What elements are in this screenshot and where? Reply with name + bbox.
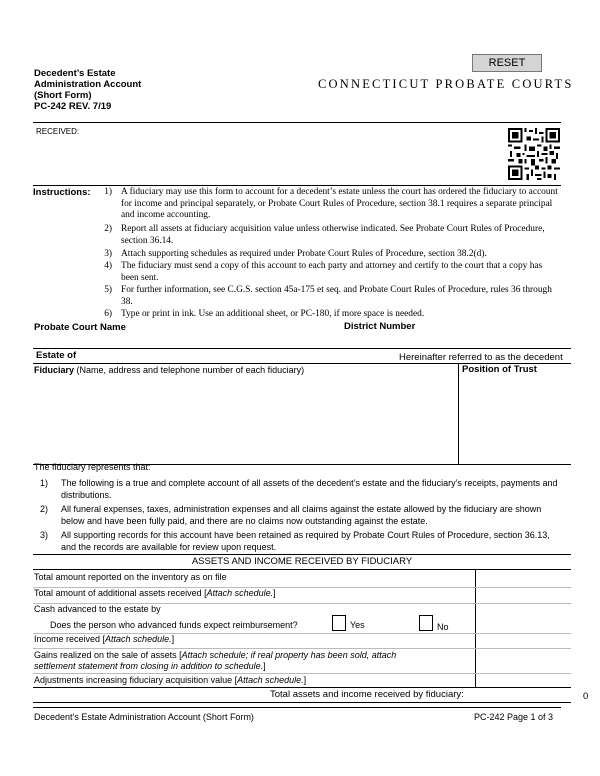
qr-code — [508, 128, 560, 180]
divider — [33, 122, 561, 123]
instruction-text: The fiduciary must send a copy of this account to each party and attorney and certify to the court that a copy has been sent. — [121, 261, 543, 283]
represents-text: All funeral expenses, taxes, administration expenses and all claims against the estate allowed by the fiduciary are shown below and have been fully paid, and there are no claims now outstanding against the estate. — [61, 504, 542, 526]
instruction-text: Type or print in ink. Use an additional sheet, or PC-180, if more space is needed. — [121, 309, 425, 319]
instruction-text: Attach supporting schedules as required under Probate Court Rules of Procedure, section 38.2(d). — [121, 249, 487, 259]
row-adjust-attach: Attach schedule. — [237, 675, 304, 685]
no-checkbox[interactable] — [419, 615, 433, 631]
represents-number: 3) — [40, 530, 49, 540]
fiduciary-input[interactable] — [34, 378, 454, 462]
yes-label: Yes — [350, 620, 365, 630]
row-cash-label: Cash advanced to the estate by — [34, 604, 161, 614]
form-title-line: (Short Form) — [34, 90, 92, 101]
instruction-number: 4) — [104, 261, 112, 271]
instruction-number: 1) — [104, 187, 112, 197]
row-income-text: Income received [ — [34, 634, 106, 644]
row-gains-label-2 — [34, 661, 266, 671]
total-value: 0 — [583, 691, 589, 702]
no-label: No — [437, 622, 449, 632]
gains-amount-input[interactable] — [478, 648, 570, 673]
probate-court-name-label: Probate Court Name — [34, 322, 126, 333]
row-additional-attach: Attach schedule. — [206, 588, 274, 598]
table-border — [33, 554, 571, 555]
fiduciary-label-bold: Fiduciary — [34, 365, 75, 375]
table-border — [33, 687, 571, 688]
instruction-number: 5) — [104, 285, 112, 295]
inventory-amount-input[interactable] — [478, 570, 570, 586]
represents-text: All supporting records for this account have been retained as required by Probate Court Rules of Procedure, section 36.13, and the records are available for review upon request. — [61, 530, 550, 552]
instruction-number: 3) — [104, 249, 112, 259]
row-gains-attach: Attach schedule; if real property has been sold, attach — [181, 650, 397, 660]
divider — [33, 185, 561, 186]
fiduciary-note: (Name, address and telephone number of each fiduciary) — [76, 365, 305, 375]
estate-of-input[interactable] — [90, 350, 390, 362]
represents-intro: The fiduciary represents that: — [34, 462, 151, 472]
footer-form-name: Decedent’s Estate Administration Account (Short Form) — [34, 712, 254, 722]
row-income-attach: Attach schedule. — [105, 634, 172, 644]
instructions-label: Instructions: — [33, 187, 91, 198]
position-of-trust-input[interactable] — [462, 378, 568, 462]
estate-of-label: Estate of — [36, 350, 77, 361]
assets-table-heading: ASSETS AND INCOME RECEIVED BY FIDUCIARY — [191, 556, 413, 567]
row-adjust-text: Adjustments increasing fiduciary acquisition value [ — [34, 675, 238, 685]
additional-amount-input[interactable] — [478, 587, 570, 603]
table-border — [33, 702, 571, 703]
adjust-amount-input[interactable] — [478, 673, 570, 687]
instruction-text: A fiduciary may use this form to account for a decedent’s estate unless the court has ordered the fiduciary to account for income and principal separately, or Probate Court Rules of Procedure, section 38.1 requires a separate principal and income accounting. — [121, 187, 558, 220]
represents-text: The following is a true and complete account of all assets of the decedent’s estate and the fiduciary’s receipts, payments and distributions. — [61, 478, 558, 500]
row-gains-label — [34, 650, 396, 660]
row-additional-label — [34, 588, 276, 598]
represents-number: 2) — [40, 504, 49, 514]
row-adjust-label — [34, 675, 306, 685]
row-adjust-end: ] — [303, 675, 307, 685]
divider — [458, 363, 459, 464]
cash-advanced-amount-input[interactable] — [478, 603, 570, 633]
instruction-number: 2) — [104, 224, 112, 234]
form-number: PC-242 REV. 7/19 — [34, 101, 112, 112]
footer-divider — [33, 707, 561, 708]
yes-checkbox[interactable] — [332, 615, 346, 631]
fiduciary-label — [34, 365, 304, 375]
row-inventory-label: Total amount reported on the inventory as on file — [34, 572, 227, 582]
reimbursement-question: Does the person who advanced funds expect reimbursement? — [50, 620, 298, 630]
decedent-note: Hereinafter referred to as the decedent — [399, 352, 563, 363]
divider — [33, 348, 571, 349]
position-of-trust-label: Position of Trust — [462, 364, 537, 375]
reset-button[interactable]: RESET — [472, 54, 542, 72]
row-additional-end: ] — [273, 588, 276, 598]
row-gains-end: ] — [263, 661, 266, 671]
represents-number: 1) — [40, 478, 49, 488]
court-name: CONNECTICUT PROBATE COURTS — [318, 77, 574, 91]
instruction-number: 6) — [104, 309, 112, 319]
row-income-label — [34, 634, 174, 644]
form-title — [34, 68, 141, 112]
instruction-text: Report all assets at fiduciary acquisition value unless otherwise indicated. See Probate Court Rules of Procedure, section 36.14. — [121, 224, 545, 246]
income-amount-input[interactable] — [478, 633, 570, 648]
row-gains-settlement: settlement statement from closing in addition to schedule. — [34, 661, 264, 671]
received-label: RECEIVED: — [36, 127, 80, 136]
form-title-line: Decedent’s Estate — [34, 68, 116, 79]
footer-page-number: PC-242 Page 1 of 3 — [474, 712, 554, 722]
district-number-input[interactable] — [344, 333, 561, 347]
row-gains-text: Gains realized on the sale of assets [ — [34, 650, 182, 660]
district-number-label: District Number — [344, 321, 416, 332]
instruction-text: For further information, see C.G.S. section 45a-175 et seq. and Probate Court Rules of Procedure, rules 36 through 38. — [121, 285, 552, 307]
probate-court-name-input[interactable] — [33, 333, 338, 347]
row-additional-text: Total amount of additional assets received [ — [34, 588, 207, 598]
form-title-line: Administration Account — [34, 79, 142, 90]
total-label: Total assets and income received by fiduciary: — [270, 689, 464, 700]
row-income-end: ] — [171, 634, 175, 644]
